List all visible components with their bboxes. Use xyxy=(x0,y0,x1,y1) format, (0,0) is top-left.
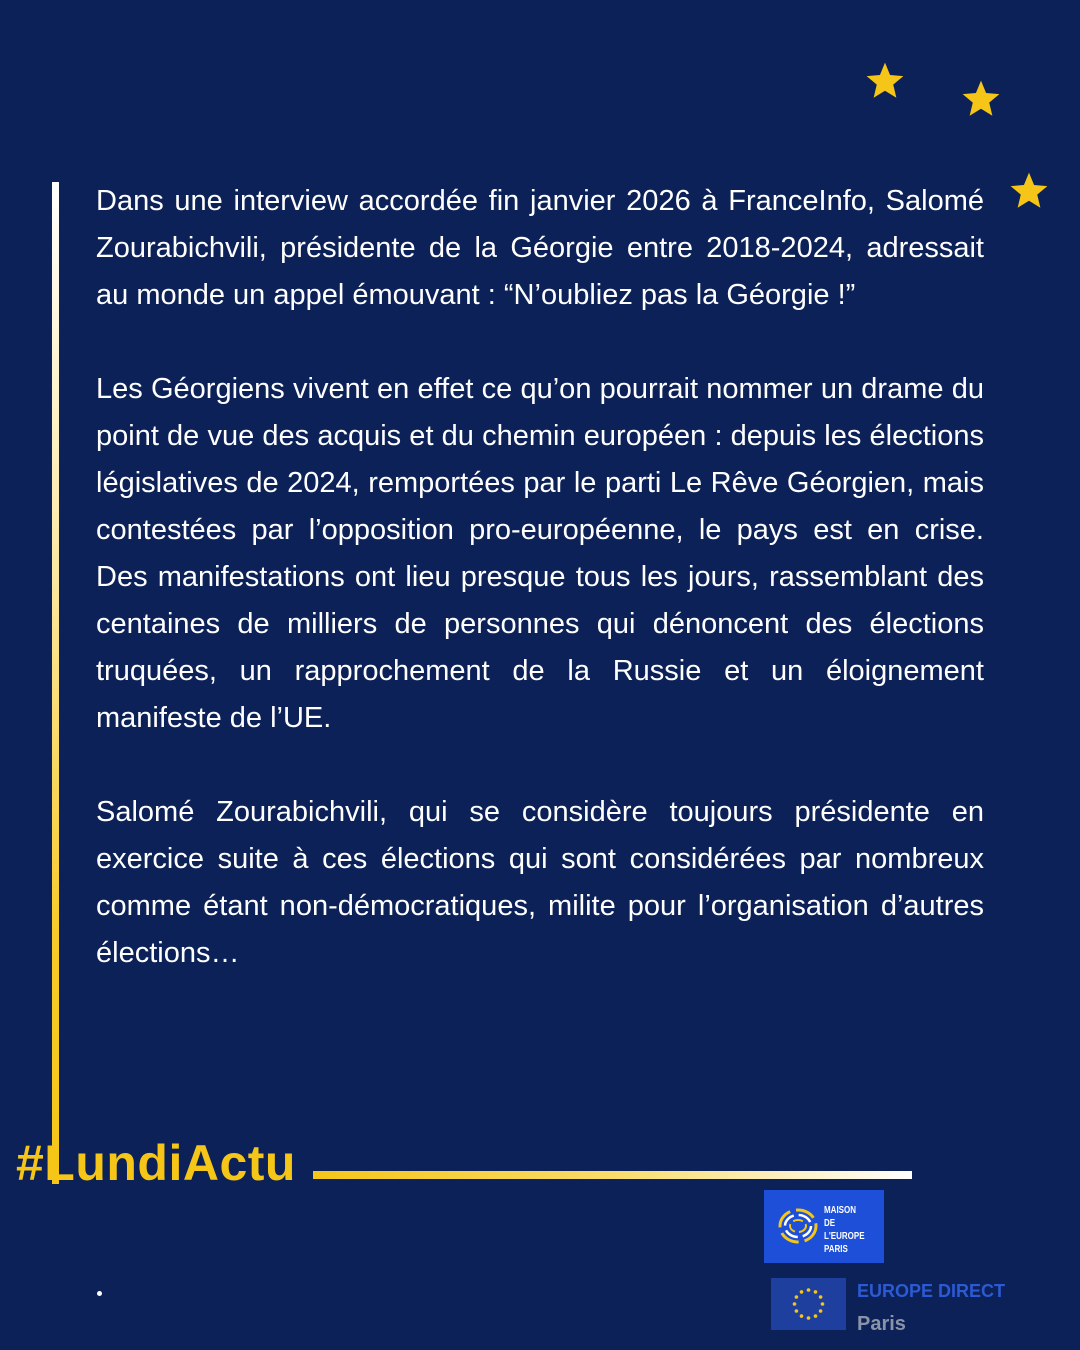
article-body xyxy=(96,178,984,977)
horizontal-accent-line xyxy=(313,1171,912,1179)
europe-direct-title: EUROPE DIRECT xyxy=(857,1281,1006,1301)
eu-flag-icon xyxy=(771,1278,846,1330)
paragraph-2: Les Géorgiens vivent en effet ce qu’on pourrait nommer un drame du point de vue des acquis et du chemin européen : depuis les élections législatives de 2024, remportées par le parti Le Rêve Géorgien, mais contestées par l’opposition pro-européenne, le pays est en crise. Des manifestations ont lieu presque tous les jours, rassemblant des centaines de milliers de personnes qui dénoncent des élections truquées, un rapprochement de la Russie et un éloignement manifeste de l’UE. xyxy=(96,373,984,734)
star-icon xyxy=(864,60,906,102)
hashtag-title: #LundiActu xyxy=(16,1135,296,1191)
eu-stars-icon xyxy=(771,1278,846,1330)
maison-europe-logo xyxy=(764,1190,884,1263)
dot-mark xyxy=(97,1291,102,1296)
maison-europe-text: MAISON DE L'EUROPE PARIS xyxy=(824,1205,865,1255)
paragraph-3: Salomé Zourabichvili, qui se considère toujours présidente en exercice suite à ces élections qui sont considérées par nombreux comme étant non-démocratiques, milite pour l’organisation d’autres élections… xyxy=(96,796,984,969)
vertical-accent-line xyxy=(52,182,59,1184)
europe-direct-city: Paris xyxy=(857,1313,906,1335)
paragraph-1: Dans une interview accordée fin janvier 2026 à FranceInfo, Salomé Zourabichvili, présidente de la Géorgie entre 2018-2024, adressait au monde un appel émouvant : “N’oubliez pas la Géorgie !” xyxy=(96,185,984,311)
star-icon xyxy=(1008,170,1050,212)
circle-logo-icon xyxy=(776,1204,822,1248)
star-icon xyxy=(960,78,1002,120)
